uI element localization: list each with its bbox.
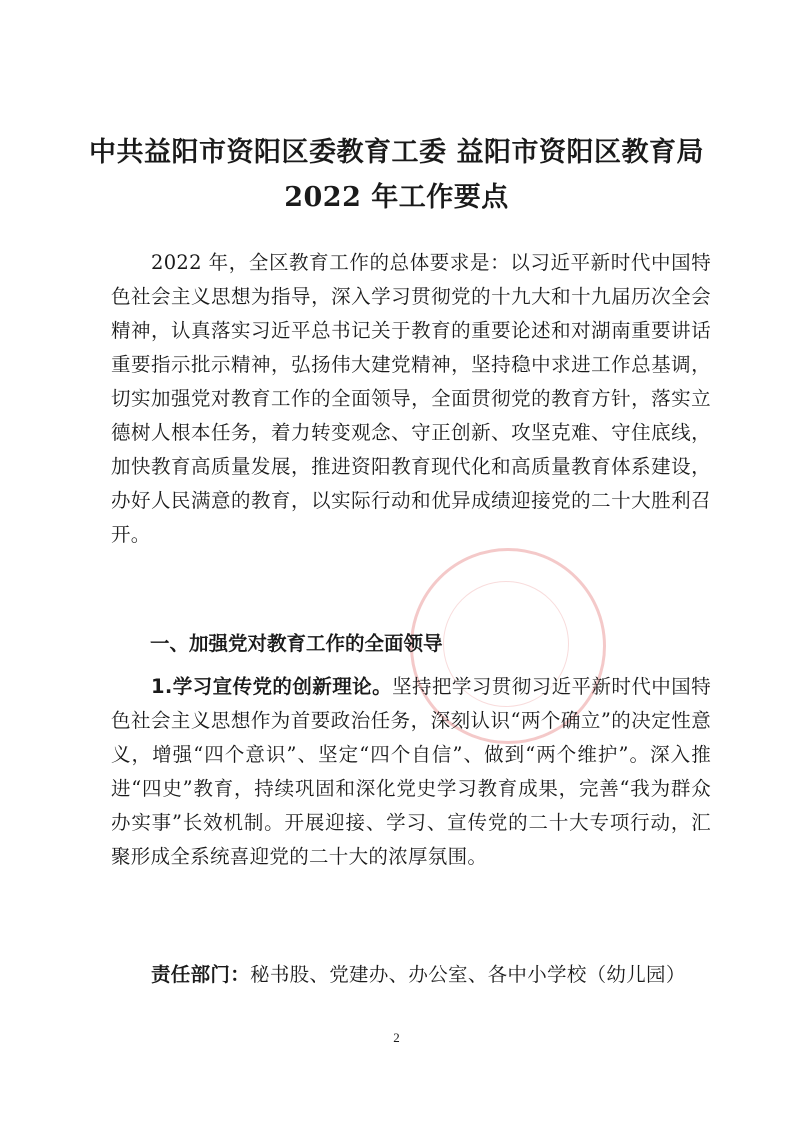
item-lead: 1.学习宣传党的创新理论。 [151, 675, 393, 698]
intro-paragraph: 2022 年，全区教育工作的总体要求是：以习近平新时代中国特色社会主义思想为指导，深入学习贯彻党的十九大和十九届历次全会精神，认真落实习近平总书记关于教育的重要论述和对湖南重要讲话重要指示批示精神，弘扬伟大建党精神，坚持稳中求进工作总基调，切实加强党对教育工作的全面领导，全面贯彻党的教育方针，落实立德树人根本任务，着力转变观念、守正创新、攻坚克难、守住底线，加快教育高质量发展，推进资阳教育现代化和高质量教育体系建设，办好人民满意的教育，以实际行动和优异成绩迎接党的二十大胜利召开。 [111, 251, 711, 546]
document-title-line2: 2022 年工作要点 [284, 182, 509, 213]
responsible-lead: 责任部门： [151, 963, 251, 986]
item-paragraph [111, 670, 711, 874]
section-heading: 一、加强党对教育工作的全面领导 [150, 632, 443, 655]
responsible-paragraph [111, 958, 711, 992]
responsible-text: 秘书股、党建办、办公室、各中小学校（幼儿园） [250, 963, 686, 986]
document-title-line1: 中共益阳市资阳区委教育工委 益阳市资阳区教育局 [89, 137, 704, 168]
page-number: 2 [393, 1030, 400, 1045]
item-text: 坚持把学习贯彻习近平新时代中国特色社会主义思想作为首要政治任务，深刻认识“两个确立”的决定性意义，增强“四个意识”、坚定“四个自信”、做到“两个维护”。深入推进“四史”教育，持续巩固和深化党史学习教育成果，完善“我为群众办实事”长效机制。开展迎接、学习、宣传党的二十大专项行动，汇聚形成全系统喜迎党的二十大的浓厚氛围。 [111, 675, 711, 868]
